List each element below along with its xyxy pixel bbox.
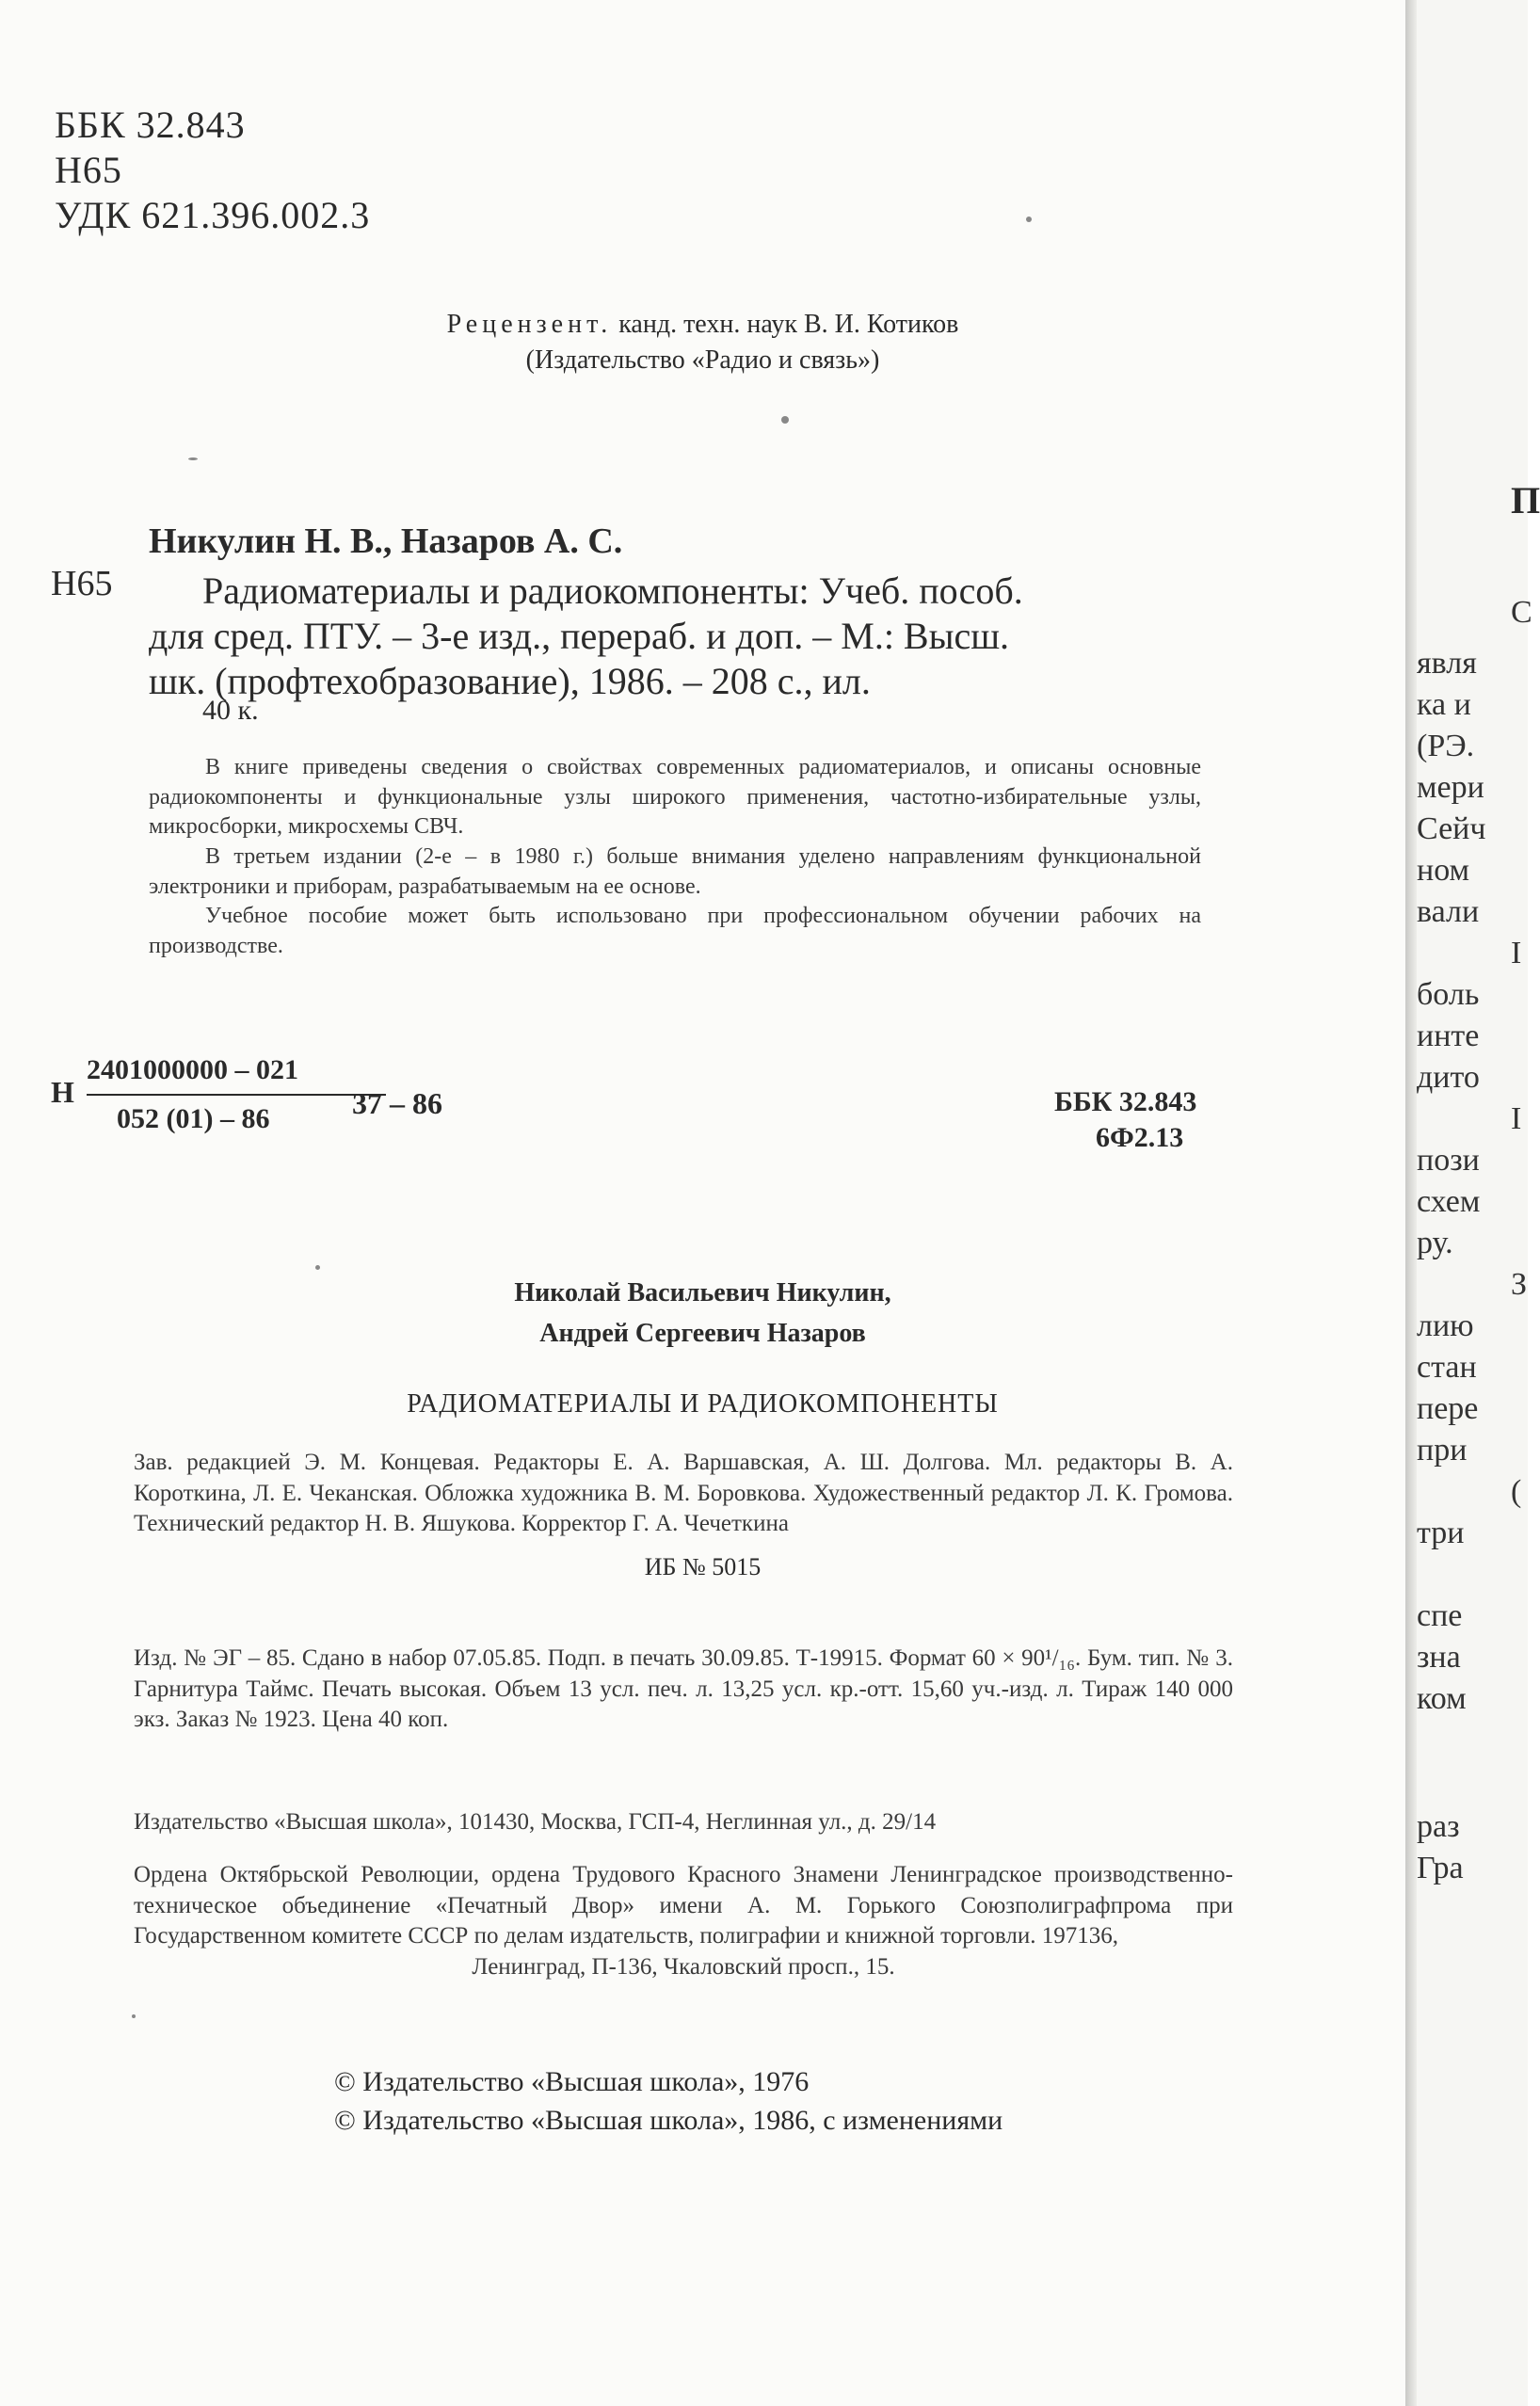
next-page-text: схем	[1417, 1184, 1481, 1219]
next-page-text: пози	[1417, 1143, 1480, 1178]
copyright-line: © Издательство «Высшая школа», 1986, с изменениями	[334, 2104, 1003, 2136]
catalog-suffix: 37 – 86	[352, 1086, 442, 1120]
bib-price: 40 к.	[202, 695, 259, 726]
reviewer-affiliation: (Издательство «Радио и связь»)	[525, 345, 880, 375]
print-speck	[1026, 217, 1032, 222]
printer-info	[134, 1860, 1233, 1982]
print-speck	[781, 416, 789, 424]
next-page-text: З	[1511, 1267, 1528, 1302]
reviewer-label: Рецензент.	[446, 310, 613, 339]
next-page-text: мери	[1417, 770, 1484, 805]
next-page-text: раз	[1417, 1809, 1460, 1844]
bib-title-line: шк. (профтехобразование), 1986. – 208 с., ил.	[149, 660, 871, 702]
annotation	[149, 753, 1201, 962]
next-page-text: три	[1417, 1516, 1465, 1550]
reviewer-name: канд. техн. наук В. И. Котиков	[618, 310, 959, 339]
next-page-text: стан	[1417, 1350, 1477, 1385]
ib-number: ИБ № 5015	[644, 1553, 762, 1580]
catalog-letter: Н	[51, 1075, 74, 1109]
next-page-text: лию	[1417, 1308, 1474, 1343]
imprint-details: Изд. № ЭГ – 85. Сдано в набор 07.05.85. Подп. в печать 30.09.85. Т-19915. Формат 60 × 90¹/₁₆. Бум. тип. № 3. Гарнитура Таймс. Печать высокая. Объем 13 усл. печ. л. 13,25 усл. кр.-отт. 15,60 уч.-изд. л. Тираж 140 000 экз. Заказ № 1923. Цена 40 коп.	[134, 1645, 1233, 1732]
annotation-paragraph: В книге приведены сведения о свойствах современных радиоматериалов, и описаны основные радиокомпоненты и функциональные узлы широкого применения, частотно-избирательные узлы, микросборки, микросхемы СВЧ.	[149, 755, 1201, 840]
next-page-text: Гра	[1417, 1851, 1464, 1885]
publisher-address: Издательство «Высшая школа», 101430, Москва, ГСП-4, Неглинная ул., д. 29/14	[134, 1809, 937, 1835]
bbk-right-line: 6Ф2.13	[1096, 1121, 1184, 1153]
book-spine	[1405, 0, 1417, 2406]
editors-credits: Зав. редакцией Э. М. Концевая. Редакторы Е. А. Варшавская, А. Ш. Долгова. Мл. редакторы В. А. Короткина, Л. Е. Чеканская. Обложка художника В. М. Боровкова. Художественный редактор Л. К. Громова. Технический редактор Н. В. Яшукова. Корректор Г. А. Чечеткина	[134, 1450, 1233, 1536]
next-page-text: дито	[1417, 1060, 1480, 1095]
next-page-text: ном	[1417, 853, 1470, 888]
bib-margin-code: Н65	[51, 564, 113, 603]
bib-title-line: для сред. ПТУ. – 3-е изд., перераб. и доп. – М.: Высш.	[149, 615, 1010, 657]
copyright-block	[334, 2063, 1003, 2140]
next-page-text: при	[1417, 1433, 1468, 1468]
copyright-line: © Издательство «Высшая школа», 1976	[334, 2066, 810, 2097]
printer-body: Ордена Октябрьской Революции, ордена Трудового Красного Знамени Ленинградское производственно-техническое объединение «Печатный Двор» имени А. М. Горького Союзполиграфпрома при Государственном комитете СССР по делам издательств, полиграфии и книжной торговли. 197136,	[134, 1862, 1233, 1949]
print-speck	[188, 457, 198, 460]
classification-line: Н65	[55, 149, 122, 191]
printer-address: Ленинград, П-136, Чкаловский просп., 15.	[472, 1953, 895, 1980]
author-full-names	[0, 1273, 1405, 1355]
annotation-paragraph: Учебное пособие может быть использовано при профессиональном обучении рабочих на производстве.	[149, 904, 1201, 959]
bib-authors: Никулин Н. В., Назаров А. С.	[149, 521, 623, 561]
fraction-line	[87, 1094, 386, 1096]
next-page-text: пере	[1417, 1391, 1479, 1426]
next-page-text: І	[1511, 936, 1522, 970]
classification-codes	[55, 104, 370, 239]
book-title: РАДИОМАТЕРИАЛЫ И РАДИОКОМПОНЕНТЫ	[407, 1389, 999, 1419]
bbk-right	[1054, 1084, 1196, 1155]
catalog-numerator: 2401000000 – 021	[87, 1054, 298, 1085]
next-page-text: Сейч	[1417, 811, 1486, 846]
next-page-text: (РЭ.	[1417, 729, 1475, 763]
next-page-text: ком	[1417, 1681, 1467, 1716]
author-name: Николай Васильевич Никулин,	[514, 1278, 891, 1307]
next-page-text: вали	[1417, 894, 1480, 929]
next-page-text: ка и	[1417, 687, 1471, 722]
bbk-right-line: ББК 32.843	[1054, 1086, 1197, 1117]
annotation-paragraph: В третьем издании (2-е – в 1980 г.) больше внимания уделено направлениям функциональной электроники и приборам, разрабатываемым на ее основе.	[149, 844, 1201, 899]
next-page-text: явля	[1417, 646, 1477, 681]
bib-title-line: Радиоматериалы и радиокомпоненты: Учеб. пособ.	[202, 569, 1023, 612]
author-name: Андрей Сергеевич Назаров	[539, 1319, 866, 1349]
next-page-text: (	[1511, 1474, 1522, 1509]
next-page-text: инте	[1417, 1019, 1480, 1053]
book-page-right-partial	[1417, 0, 1540, 2406]
print-speck	[315, 1265, 320, 1270]
next-page-heading: П	[1511, 479, 1540, 521]
reviewer-block	[0, 307, 1405, 378]
print-speck	[132, 2014, 136, 2018]
next-page-text: С	[1511, 595, 1532, 630]
next-page-text: боль	[1417, 977, 1480, 1012]
next-page-text: І	[1511, 1101, 1522, 1136]
next-page-text: ру.	[1417, 1226, 1453, 1260]
catalog-denominator: 052 (01) – 86	[117, 1103, 270, 1134]
next-page-text: спе	[1417, 1598, 1463, 1633]
classification-line: ББК 32.843	[55, 104, 246, 146]
classification-line: УДК 621.396.002.3	[55, 194, 371, 236]
next-page-text: зна	[1417, 1640, 1461, 1675]
